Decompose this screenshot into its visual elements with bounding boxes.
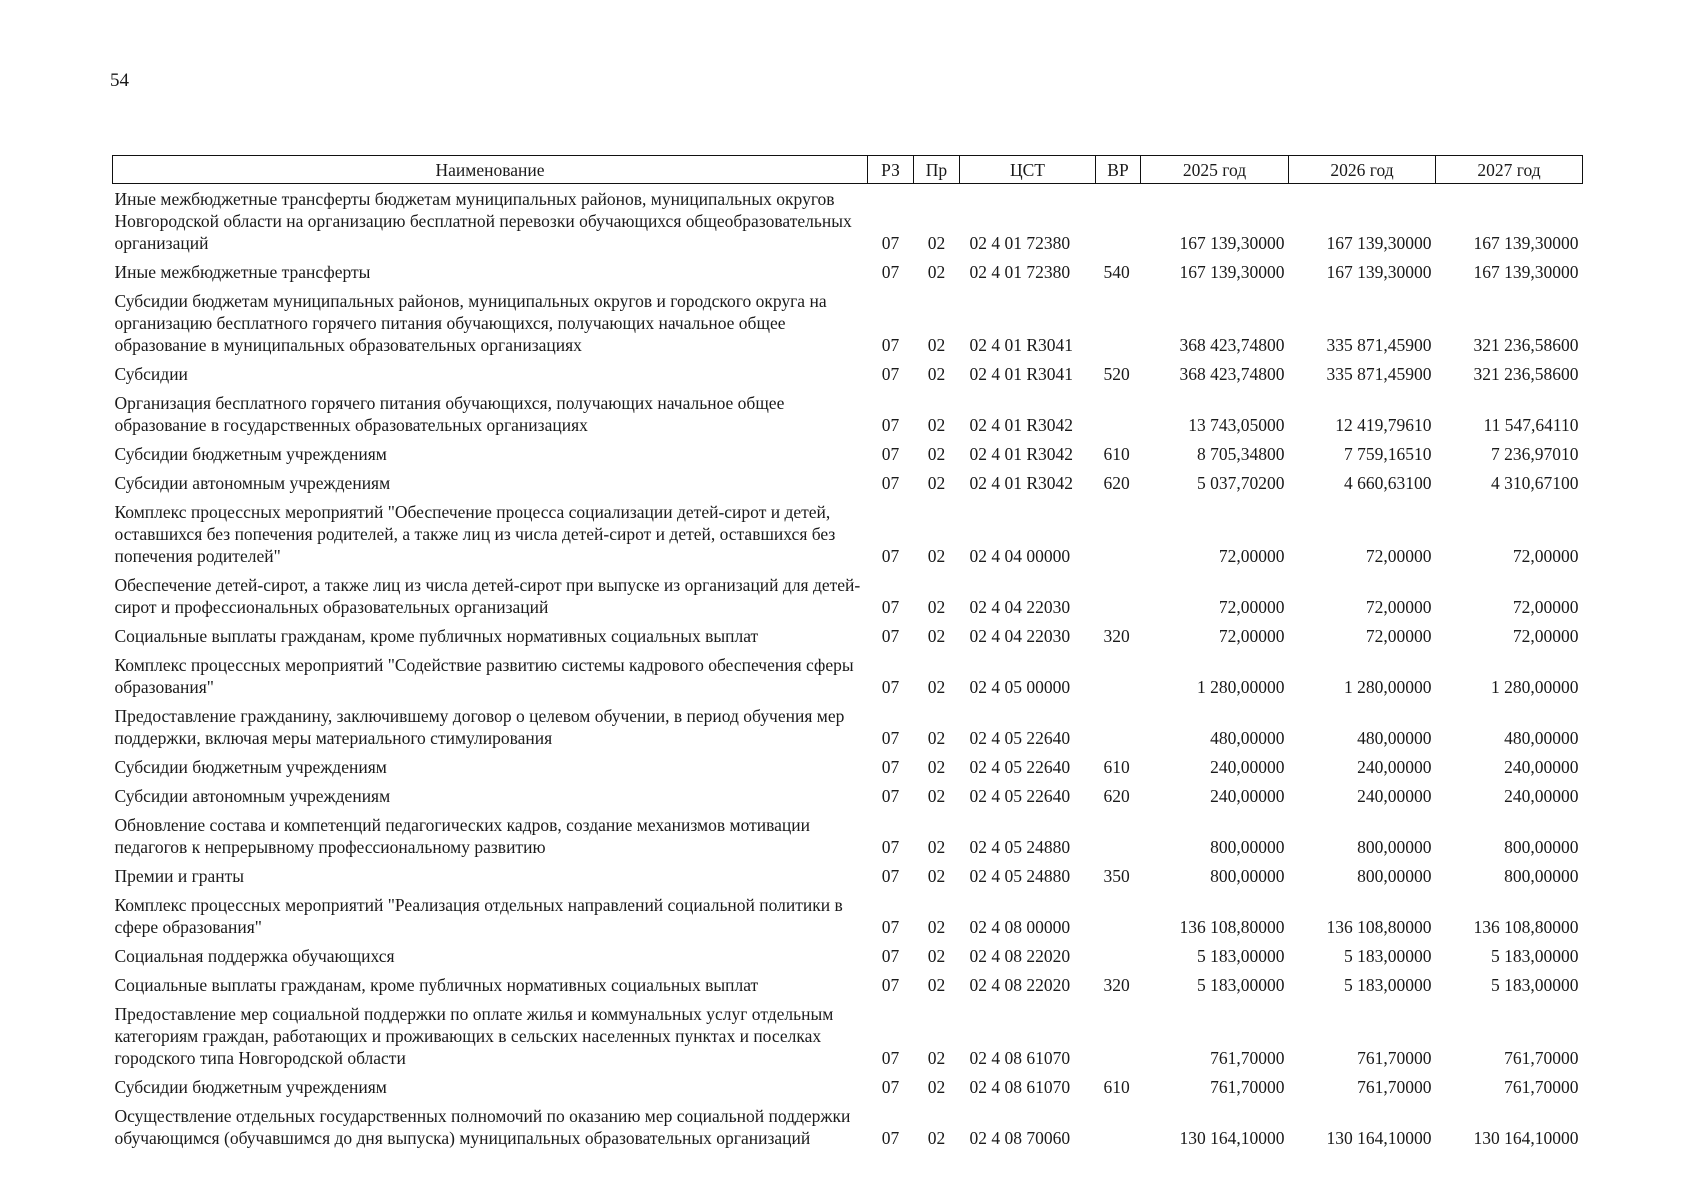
row-2026: 4 660,63100 [1344, 473, 1432, 493]
row-cst: 02 4 05 22640 [969, 786, 1071, 806]
row-rz: 07 [881, 473, 900, 493]
table-row [113, 814, 1583, 865]
row-2025: 368 423,74800 [1179, 335, 1285, 355]
row-name: Иные межбюджетные трансферты бюджетам муниципальных районов, муниципальных округов Новгородской области на организацию бесплатной перевозки обучающихся общеобразовательных организаций [114, 189, 852, 253]
row-2025: 72,00000 [1218, 597, 1285, 617]
row-2026: 130 164,10000 [1326, 1128, 1432, 1148]
row-2027: 72,00000 [1512, 546, 1579, 566]
row-2025: 136 108,80000 [1179, 917, 1285, 937]
row-name: Социальная поддержка обучающихся [114, 946, 395, 966]
row-rz: 07 [881, 757, 900, 777]
row-rz: 07 [881, 233, 900, 253]
row-2026: 761,70000 [1357, 1048, 1432, 1068]
row-cst: 02 4 08 22020 [969, 946, 1071, 966]
row-rz: 07 [881, 335, 900, 355]
row-rz: 07 [881, 786, 900, 806]
row-vr: 610 [1103, 1077, 1130, 1097]
row-pr: 02 [927, 757, 946, 777]
row-name: Социальные выплаты гражданам, кроме публичных нормативных социальных выплат [114, 975, 759, 995]
table-row [113, 472, 1583, 501]
table-header-row [113, 156, 1583, 184]
row-2027: 5 183,00000 [1491, 946, 1579, 966]
row-2027: 480,00000 [1504, 728, 1579, 748]
row-name: Субсидии автономным учреждениям [114, 786, 391, 806]
row-cst: 02 4 08 61070 [969, 1077, 1071, 1097]
row-2027: 4 310,67100 [1491, 473, 1579, 493]
row-2027: 167 139,30000 [1473, 262, 1579, 282]
row-2025: 368 423,74800 [1179, 364, 1285, 384]
row-2025: 761,70000 [1210, 1048, 1285, 1068]
table-row [113, 1076, 1583, 1105]
row-vr: 320 [1103, 626, 1130, 646]
table-row [113, 945, 1583, 974]
row-rz: 07 [881, 866, 900, 886]
table-body [113, 184, 1583, 1157]
row-cst: 02 4 05 24880 [969, 866, 1071, 886]
row-name: Социальные выплаты гражданам, кроме публичных нормативных социальных выплат [114, 626, 759, 646]
row-cst: 02 4 01 R3042 [969, 415, 1074, 435]
row-2026: 7 759,16510 [1344, 444, 1432, 464]
row-vr [1096, 392, 1141, 443]
row-cst: 02 4 01 72380 [969, 233, 1071, 253]
header-pr: Пр [914, 156, 960, 184]
row-cst: 02 4 01 R3041 [969, 364, 1074, 384]
row-2026: 5 183,00000 [1344, 975, 1432, 995]
row-pr: 02 [927, 262, 946, 282]
row-2026: 335 871,45900 [1326, 364, 1432, 384]
row-rz: 07 [881, 626, 900, 646]
row-name: Организация бесплатного горячего питания обучающихся, получающих начальное общее образование в государственных образовательных организациях [114, 393, 785, 435]
header-2027: 2027 год [1436, 156, 1583, 184]
row-cst: 02 4 04 00000 [969, 546, 1071, 566]
row-vr: 520 [1103, 364, 1130, 384]
budget-table [112, 155, 1583, 1156]
row-2026: 800,00000 [1357, 837, 1432, 857]
row-2026: 167 139,30000 [1326, 233, 1432, 253]
row-2027: 167 139,30000 [1473, 233, 1579, 253]
row-vr [1096, 290, 1141, 363]
row-pr: 02 [927, 837, 946, 857]
row-2027: 7 236,97010 [1491, 444, 1579, 464]
row-vr: 320 [1103, 975, 1130, 995]
row-2027: 11 547,64110 [1483, 415, 1579, 435]
row-name: Комплекс процессных мероприятий "Реализация отдельных направлений социальной политики в сфере образования" [114, 895, 843, 937]
row-2027: 240,00000 [1504, 786, 1579, 806]
row-2027: 800,00000 [1504, 837, 1579, 857]
row-2025: 167 139,30000 [1179, 233, 1285, 253]
row-2025: 800,00000 [1210, 837, 1285, 857]
row-2025: 5 183,00000 [1197, 975, 1285, 995]
header-name: Наименование [113, 156, 868, 184]
row-2027: 130 164,10000 [1473, 1128, 1579, 1148]
row-rz: 07 [881, 1048, 900, 1068]
row-rz: 07 [881, 262, 900, 282]
row-pr: 02 [927, 364, 946, 384]
row-2026: 761,70000 [1357, 1077, 1432, 1097]
row-2025: 240,00000 [1210, 757, 1285, 777]
row-vr [1096, 945, 1141, 974]
row-2027: 136 108,80000 [1473, 917, 1579, 937]
row-vr [1096, 705, 1141, 756]
row-pr: 02 [927, 1048, 946, 1068]
row-2027: 240,00000 [1504, 757, 1579, 777]
row-2027: 1 280,00000 [1491, 677, 1579, 697]
row-2025: 130 164,10000 [1179, 1128, 1285, 1148]
row-rz: 07 [881, 975, 900, 995]
row-2025: 8 705,34800 [1197, 444, 1285, 464]
header-rz: РЗ [868, 156, 914, 184]
table-row [113, 865, 1583, 894]
row-rz: 07 [881, 597, 900, 617]
table-row [113, 1105, 1583, 1156]
row-pr: 02 [927, 473, 946, 493]
table-row [113, 184, 1583, 262]
row-2025: 800,00000 [1210, 866, 1285, 886]
row-name: Премии и гранты [114, 866, 245, 886]
row-cst: 02 4 01 R3041 [969, 335, 1074, 355]
row-rz: 07 [881, 1128, 900, 1148]
table-row [113, 261, 1583, 290]
row-cst: 02 4 04 22030 [969, 626, 1071, 646]
row-cst: 02 4 08 70060 [969, 1128, 1071, 1148]
row-vr [1096, 574, 1141, 625]
row-2025: 480,00000 [1210, 728, 1285, 748]
header-2025: 2025 год [1141, 156, 1289, 184]
row-vr: 610 [1103, 757, 1130, 777]
row-pr: 02 [927, 975, 946, 995]
table-row [113, 625, 1583, 654]
header-cst: ЦСТ [960, 156, 1096, 184]
table-row [113, 894, 1583, 945]
row-rz: 07 [881, 677, 900, 697]
table-row [113, 654, 1583, 705]
header-2026: 2026 год [1289, 156, 1436, 184]
page-number: 54 [110, 70, 129, 91]
row-2025: 72,00000 [1218, 546, 1285, 566]
row-2027: 72,00000 [1512, 597, 1579, 617]
row-2026: 240,00000 [1357, 786, 1432, 806]
row-cst: 02 4 05 22640 [969, 728, 1071, 748]
row-name: Субсидии бюджетным учреждениям [114, 757, 387, 777]
row-2026: 136 108,80000 [1326, 917, 1432, 937]
row-pr: 02 [927, 946, 946, 966]
row-vr: 620 [1103, 786, 1130, 806]
row-pr: 02 [927, 866, 946, 886]
row-vr [1096, 1003, 1141, 1076]
row-vr: 610 [1103, 444, 1130, 464]
row-cst: 02 4 08 22020 [969, 975, 1071, 995]
table-row [113, 705, 1583, 756]
row-cst: 02 4 01 R3042 [969, 444, 1074, 464]
table-row [113, 443, 1583, 472]
row-rz: 07 [881, 946, 900, 966]
row-vr: 540 [1103, 262, 1130, 282]
row-pr: 02 [927, 546, 946, 566]
row-vr [1096, 501, 1141, 574]
row-pr: 02 [927, 917, 946, 937]
row-2026: 480,00000 [1357, 728, 1432, 748]
row-rz: 07 [881, 364, 900, 384]
row-name: Субсидии бюджетным учреждениям [114, 1077, 387, 1097]
row-2026: 12 419,79610 [1335, 415, 1432, 435]
row-pr: 02 [927, 415, 946, 435]
table-row [113, 392, 1583, 443]
row-name: Иные межбюджетные трансферты [114, 262, 371, 282]
row-2025: 1 280,00000 [1197, 677, 1285, 697]
row-cst: 02 4 01 72380 [969, 262, 1071, 282]
row-2026: 800,00000 [1357, 866, 1432, 886]
row-cst: 02 4 01 R3042 [969, 473, 1074, 493]
table-row [113, 974, 1583, 1003]
row-2025: 72,00000 [1218, 626, 1285, 646]
row-2026: 167 139,30000 [1326, 262, 1432, 282]
table-row [113, 756, 1583, 785]
row-name: Субсидии бюджетным учреждениям [114, 444, 387, 464]
row-2027: 761,70000 [1504, 1048, 1579, 1068]
row-name: Субсидии [114, 364, 188, 384]
table-row [113, 574, 1583, 625]
row-rz: 07 [881, 415, 900, 435]
row-2026: 5 183,00000 [1344, 946, 1432, 966]
row-2027: 800,00000 [1504, 866, 1579, 886]
row-cst: 02 4 05 00000 [969, 677, 1071, 697]
row-2027: 321 236,58600 [1473, 364, 1579, 384]
row-name: Обеспечение детей-сирот, а также лиц из числа детей-сирот при выпуске из организаций для детей-сирот и профессиональных образовательных организаций [114, 575, 861, 617]
row-name: Субсидии автономным учреждениям [114, 473, 391, 493]
row-rz: 07 [881, 917, 900, 937]
row-pr: 02 [927, 728, 946, 748]
row-rz: 07 [881, 546, 900, 566]
header-vr: ВР [1096, 156, 1141, 184]
table-row [113, 363, 1583, 392]
row-2026: 72,00000 [1365, 626, 1432, 646]
row-pr: 02 [927, 677, 946, 697]
row-2025: 5 037,70200 [1197, 473, 1285, 493]
row-pr: 02 [927, 444, 946, 464]
row-2026: 72,00000 [1365, 597, 1432, 617]
row-2026: 1 280,00000 [1344, 677, 1432, 697]
row-vr [1096, 814, 1141, 865]
row-pr: 02 [927, 1077, 946, 1097]
row-pr: 02 [927, 626, 946, 646]
row-vr [1096, 184, 1141, 262]
table-row [113, 290, 1583, 363]
row-name: Осуществление отдельных государственных полномочий по оказанию мер социальной поддержки обучающимся (обучавшимся до дня выпуска) муниципальных образовательных организаций [114, 1106, 851, 1148]
row-2025: 761,70000 [1210, 1077, 1285, 1097]
row-cst: 02 4 05 22640 [969, 757, 1071, 777]
row-rz: 07 [881, 837, 900, 857]
row-vr [1096, 894, 1141, 945]
row-name: Комплекс процессных мероприятий "Обеспечение процесса социализации детей-сирот и детей, оставшихся без попечения родителей, а также лиц из числа детей-сирот и детей, оставшихся без попечения родителей" [114, 502, 836, 566]
row-2027: 5 183,00000 [1491, 975, 1579, 995]
row-2027: 72,00000 [1512, 626, 1579, 646]
row-cst: 02 4 08 00000 [969, 917, 1071, 937]
row-name: Предоставление гражданину, заключившему договор о целевом обучении, в период обучения мер поддержки, включая меры материального стимулирования [114, 706, 845, 748]
row-rz: 07 [881, 1077, 900, 1097]
table-row [113, 501, 1583, 574]
table-row [113, 785, 1583, 814]
row-name: Обновление состава и компетенций педагогических кадров, создание механизмов мотивации педагогов к непрерывному профессиональному развитию [114, 815, 811, 857]
row-2025: 13 743,05000 [1188, 415, 1285, 435]
row-pr: 02 [927, 597, 946, 617]
row-pr: 02 [927, 786, 946, 806]
row-pr: 02 [927, 1128, 946, 1148]
row-2026: 72,00000 [1365, 546, 1432, 566]
row-name: Субсидии бюджетам муниципальных районов, муниципальных округов и городского округа на организацию бесплатного горячего питания обучающихся, получающих начальное общее образование в муниципальных образовательных организациях [114, 291, 827, 355]
row-cst: 02 4 04 22030 [969, 597, 1071, 617]
row-cst: 02 4 08 61070 [969, 1048, 1071, 1068]
row-vr [1096, 654, 1141, 705]
row-pr: 02 [927, 233, 946, 253]
row-2025: 167 139,30000 [1179, 262, 1285, 282]
row-rz: 07 [881, 728, 900, 748]
row-2025: 240,00000 [1210, 786, 1285, 806]
row-rz: 07 [881, 444, 900, 464]
row-2026: 240,00000 [1357, 757, 1432, 777]
row-2027: 321 236,58600 [1473, 335, 1579, 355]
row-2027: 761,70000 [1504, 1077, 1579, 1097]
row-vr: 350 [1103, 866, 1130, 886]
row-2026: 335 871,45900 [1326, 335, 1432, 355]
row-vr: 620 [1103, 473, 1130, 493]
row-pr: 02 [927, 335, 946, 355]
row-name: Комплекс процессных мероприятий "Содействие развитию системы кадрового обеспечения сферы образования" [114, 655, 854, 697]
row-name: Предоставление мер социальной поддержки по оплате жилья и коммунальных услуг отдельным категориям граждан, работающих и проживающих в сельских населенных пунктах и поселках городского типа Новгородской области [114, 1004, 834, 1068]
row-cst: 02 4 05 24880 [969, 837, 1071, 857]
table-row [113, 1003, 1583, 1076]
row-vr [1096, 1105, 1141, 1156]
row-2025: 5 183,00000 [1197, 946, 1285, 966]
